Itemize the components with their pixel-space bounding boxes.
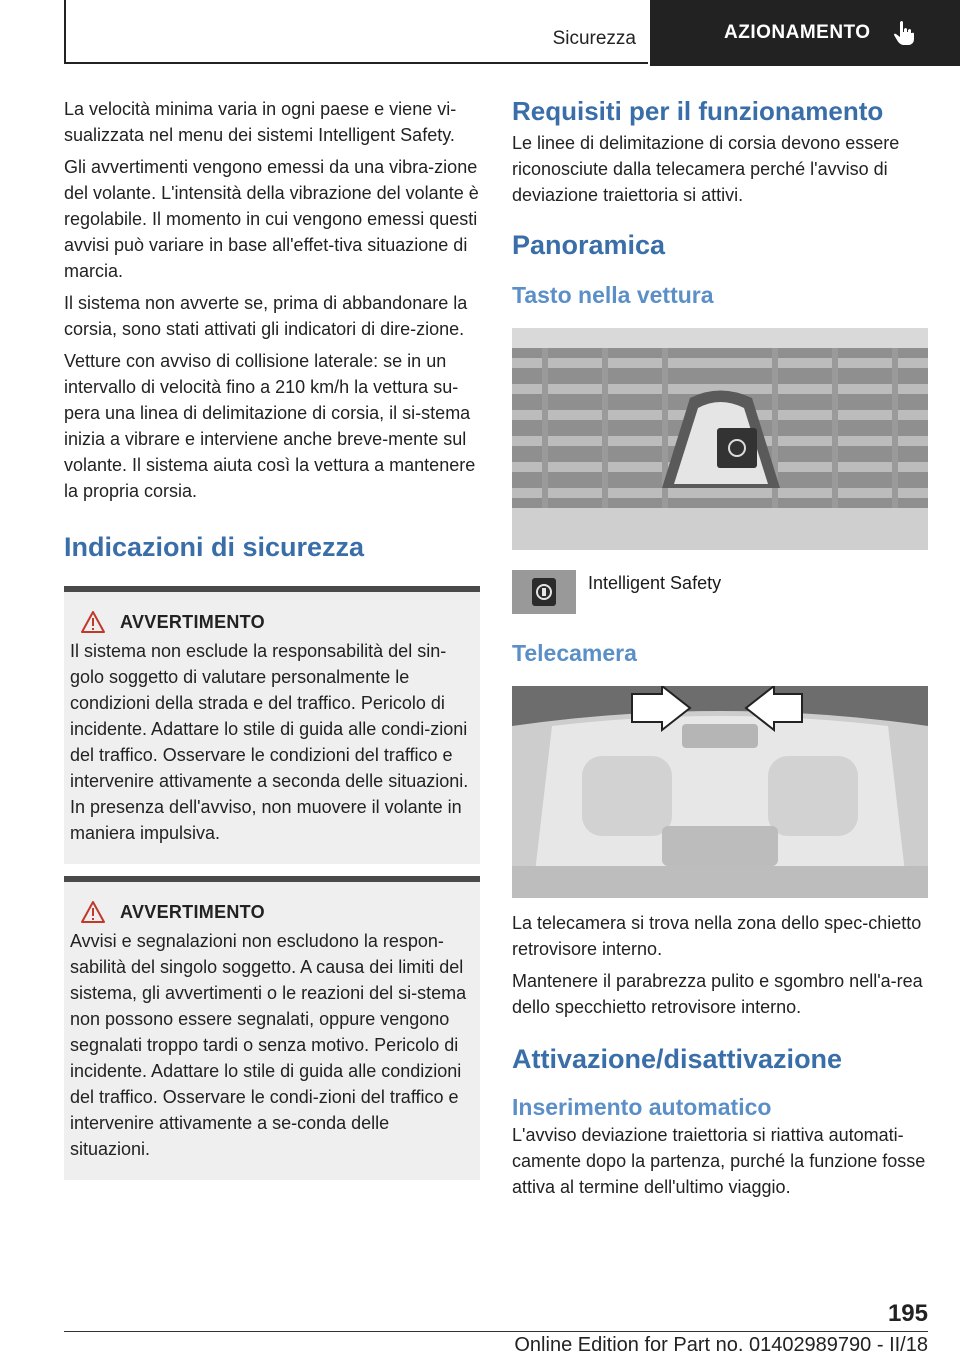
warning-triangle-icon <box>80 900 106 924</box>
requirements-text: Le linee di delimitazione di corsia devono essere riconosciute dalla telecamera perché l'avviso di deviazione traiettoria si attivi. <box>512 133 900 205</box>
paragraph: La velocità minima varia in ogni paese e viene vi-sualizzata nel menu dei sistemi Intelligent Safety. <box>64 99 457 145</box>
button-legend <box>512 570 928 614</box>
paragraph: Vetture con avviso di collisione laterale: se in un intervallo di velocità fino a 210 km/h la vettura su-pera una linea di delimitazione di corsia, il si-stema inizia a vibrare e interviene anche breve-mente sul volante. Il sistema aiuta così la vettura a mantenere la propria corsia. <box>64 351 476 501</box>
button-heading: Tasto nella vettura <box>512 282 714 308</box>
activation-heading: Attivazione/disattivazione <box>512 1044 843 1074</box>
camera-heading: Telecamera <box>512 640 637 666</box>
warning-box <box>64 586 480 864</box>
header-left-rule <box>64 0 66 64</box>
footer-rule <box>64 1331 928 1332</box>
header-chapter-label: AZIONAMENTO <box>724 22 871 43</box>
page-number: 195 <box>887 1300 928 1327</box>
auto-heading: Inserimento automatico <box>512 1094 772 1120</box>
camera-text: Mantenere il parabrezza pulito e sgombro nell'a-rea dello specchietto retrovisore interno. <box>512 971 923 1017</box>
requirements-heading: Requisiti per il funzionamento <box>512 96 884 126</box>
header-section-title: Sicurezza <box>552 28 636 49</box>
warning-text: Il sistema non esclude la responsabilità del sin-golo soggetto di valutare personalmente le condizioni della strada e del traffico. Pericolo di incidente. Adattare lo stile di guida alle condi-zioni del traffico. Osservare le condizioni del traffico e intervenire attivamente a seconda delle situazioni. In presenza dell'avviso, non muovere il volante in maniera impulsiva. <box>70 641 469 843</box>
car-button-image <box>512 328 928 550</box>
car-button-illustration <box>512 328 928 550</box>
header-chapter-tab <box>650 0 960 66</box>
warning-text: Avvisi e segnalazioni non escludono la respon-sabilità del singolo soggetto. A causa dei limiti del sistema, gli avvertimenti o le reazioni del si-stema non possono essere segnalati, oppure vengono segnalati troppo tardi o senza motivo. Pericolo di incidente. Adattare lo stile di guida alle condizioni del traffico. Osservare le condi-zioni del traffico e intervenire attivamente a se-conda delle situazioni. <box>70 931 467 1159</box>
button-legend-label: Intelligent Safety <box>588 573 722 593</box>
header-bottom-rule <box>64 62 648 64</box>
camera-text: La telecamera si trova nella zona dello spec-chietto retrovisore interno. <box>512 913 922 959</box>
left-column <box>64 96 480 1180</box>
paragraph: Gli avvertimenti vengono emessi da una vibra-zione del volante. L'intensità della vibrazione del volante è regolabile. Il momento in cui vengono emessi questi avvisi può variare in base all'effet-tiva situazione di marcia. <box>64 157 479 281</box>
camera-image <box>512 686 928 898</box>
safety-heading: Indicazioni di sicurezza <box>64 532 365 562</box>
right-column <box>512 96 928 1206</box>
footer-edition: Online Edition for Part no. 01402989790 - II/18 <box>514 1334 928 1356</box>
overview-heading: Panoramica <box>512 230 666 260</box>
paragraph: Il sistema non avverte se, prima di abbandonare la corsia, sono stati attivati gli indicatori di dire-zione. <box>64 293 468 339</box>
warning-box <box>64 876 480 1180</box>
camera-illustration <box>512 686 928 898</box>
hand-pointer-icon <box>893 20 915 46</box>
warning-label: AVVERTIMENTO <box>120 901 265 922</box>
intelligent-safety-button-icon <box>512 570 576 614</box>
warning-label: AVVERTIMENTO <box>120 611 265 632</box>
auto-text: L'avviso deviazione traiettoria si riattiva automati-camente dopo la partenza, purché la funzione fosse attiva al termine dell'ultimo viaggio. <box>512 1125 926 1197</box>
warning-triangle-icon <box>80 610 106 634</box>
